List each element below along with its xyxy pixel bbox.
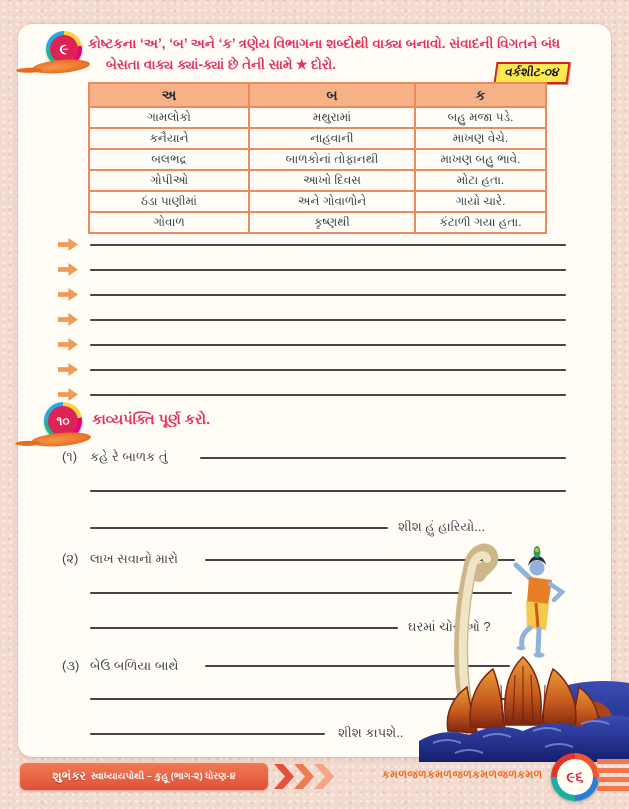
footer-series-banner [20, 763, 268, 790]
right-arrow-icon [58, 388, 78, 401]
poem-line [200, 457, 566, 459]
cell: આખો દિવસ [249, 170, 415, 191]
item-2-prompt: લાખ સવાનો મારો [90, 551, 179, 566]
table-row [89, 128, 546, 149]
cell: કંટાળી ગયા હતા. [415, 212, 546, 233]
chevron-icon [314, 764, 334, 789]
instruction-line-1: કોષ્ટકના ‘અ’, ‘બ’ અને ‘ક’ ત્રણેય વિભાગના શબ્દોથી વાક્ય બનાવો. સંવાદની વિગતને બંધ [88, 36, 561, 51]
item-2-label: (૨) [62, 551, 79, 566]
cell: ગોપીઓ [89, 170, 249, 191]
question-number: ૯ [50, 35, 78, 63]
answer-line [58, 382, 566, 407]
cell: ઠંડા પાણીમાં [89, 191, 249, 212]
poem-line [90, 627, 398, 629]
answer-line [58, 282, 566, 307]
page-number-badge [551, 753, 599, 801]
poem-line [90, 490, 566, 492]
cell: માખણ બહુ ભાવે. [415, 149, 546, 170]
question-10-instruction: કાવ્યપંક્તિ પૂર્ણ કરો. [92, 412, 211, 428]
question-number: ૧૦ [48, 406, 78, 436]
answer-line [58, 307, 566, 332]
cell: બલભદ્ર [89, 149, 249, 170]
poem-line [90, 527, 388, 529]
cell: બાળકોનાં તોફાનથી [249, 149, 415, 170]
item-1-ending: શીશ હું હારિયો... [398, 519, 486, 534]
writing-line [90, 269, 566, 271]
answer-line [58, 332, 566, 357]
poem-line [205, 665, 510, 667]
answer-line [58, 257, 566, 282]
series-brand: શુભંકર [52, 769, 86, 783]
table-row [89, 170, 546, 191]
cell: ગોવાળ [89, 212, 249, 233]
column-header-b: બ [249, 83, 415, 107]
item-1-prompt: કહે રે બાળક તું [90, 449, 168, 464]
cell: બહુ મજા પડે. [415, 107, 546, 128]
cell: મથુરામાં [249, 107, 415, 128]
cell: કનૈયાને [89, 128, 249, 149]
right-arrow-icon [58, 313, 78, 326]
cell: કૃષ્ણથી [249, 212, 415, 233]
table-row [89, 149, 546, 170]
page-number: ૯૬ [557, 759, 593, 795]
writing-line [90, 369, 566, 371]
cell: અને ગોવાળોને [249, 191, 415, 212]
writing-line [90, 294, 566, 296]
column-header-k: ક [415, 83, 546, 107]
cell: નાહવાની [249, 128, 415, 149]
cell: ગાયો ચારે. [415, 191, 546, 212]
right-arrow-icon [58, 338, 78, 351]
item-3-ending: શીશ કાપશે.. [338, 725, 404, 740]
poem-line [90, 592, 512, 594]
writing-line [90, 244, 566, 246]
table-row [89, 191, 546, 212]
table-header-row [89, 83, 546, 107]
instruction-line-2: બેસતા વાક્ય ક્યાં-ક્યાં છે તેની સામે ★ દોરો. [106, 57, 336, 72]
answer-line [58, 357, 566, 382]
poem-line [205, 559, 515, 561]
right-arrow-icon [58, 263, 78, 276]
poem-line [90, 733, 325, 735]
writing-line [90, 319, 566, 321]
match-columns-table [88, 82, 547, 234]
cell: ગામલોકો [89, 107, 249, 128]
worksheet-badge: વર્કશીટ-૦૪ [493, 62, 570, 84]
cell: માખણ વેચે. [415, 128, 546, 149]
series-title: સ્વાધ્યાયપોથી – કુહૂ (ભાગ-૨) ધોરણ-૪ [90, 771, 236, 782]
cell: મોટા હતા. [415, 170, 546, 191]
orange-swoosh-decoration [31, 430, 92, 448]
column-header-a: અ [89, 83, 249, 107]
writing-line [90, 394, 566, 396]
footer-stripes-decoration [597, 759, 629, 792]
orange-swoosh-decoration [32, 57, 91, 75]
table-row [89, 107, 546, 128]
poem-line [90, 698, 515, 700]
footer-decorative-text: કમળજળકમળજળકમળજળકમળ [382, 769, 543, 781]
content-card [18, 24, 611, 757]
right-arrow-icon [58, 238, 78, 251]
table-row [89, 212, 546, 233]
chevron-icon [294, 764, 314, 789]
writing-line [90, 344, 566, 346]
right-arrow-icon [58, 288, 78, 301]
answer-lines-section [58, 232, 566, 407]
item-1-label: (૧) [62, 449, 78, 464]
chevron-icon [274, 764, 294, 789]
item-2-ending: ઘરમાં ચોરીઓ ? [408, 619, 491, 634]
answer-line [58, 232, 566, 257]
item-3-prompt: બેઉ બળિયા બાથે [90, 658, 179, 673]
item-3-label: (૩) [62, 658, 80, 673]
right-arrow-icon [58, 363, 78, 376]
